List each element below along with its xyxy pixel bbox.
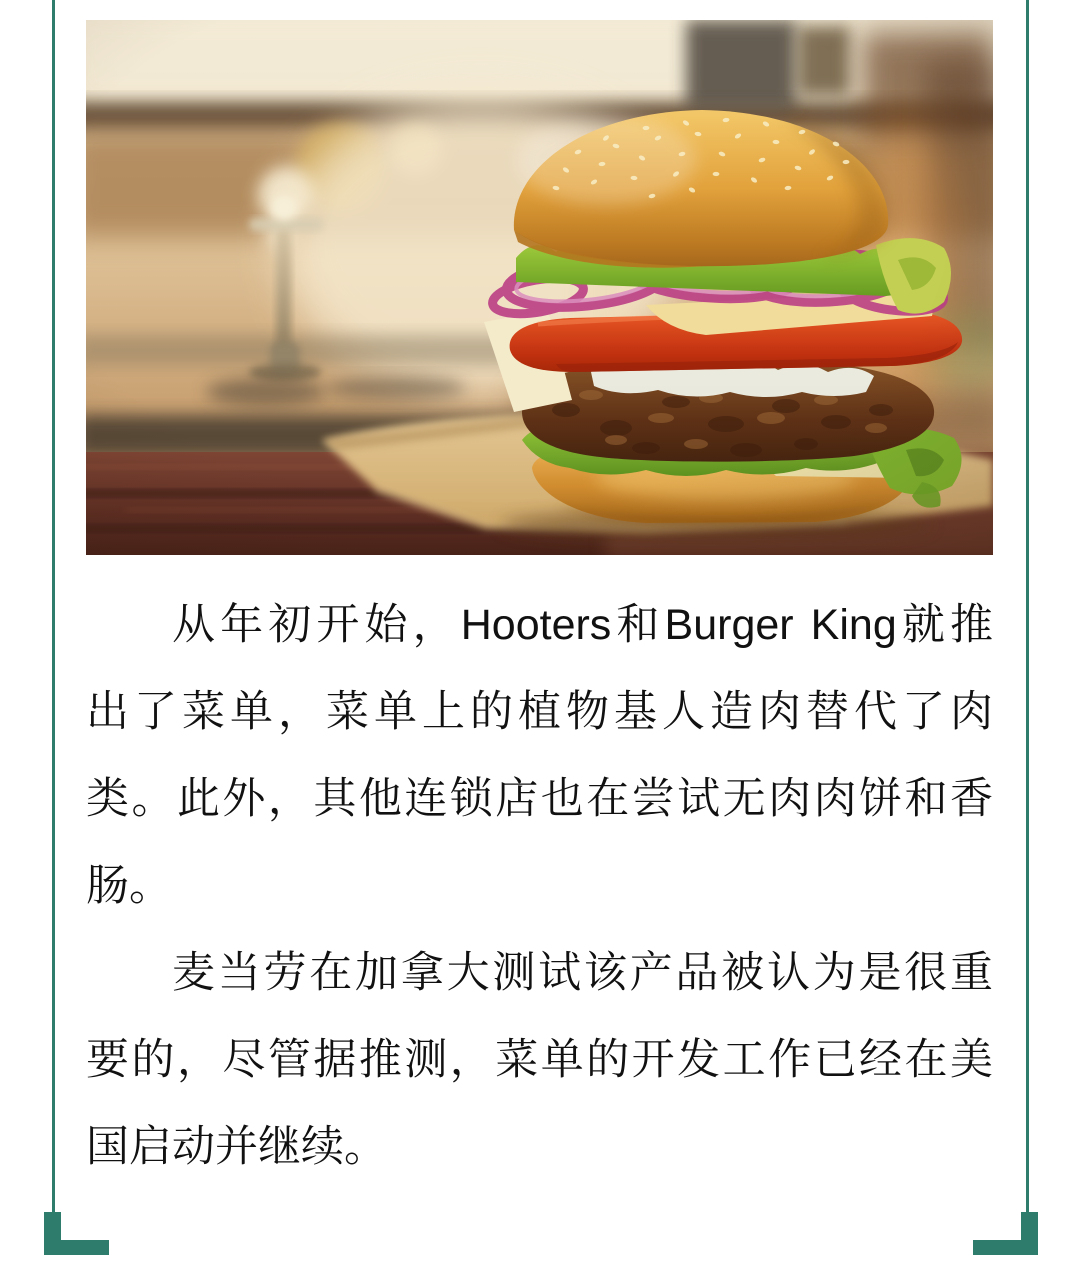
photo-vignette [86, 20, 993, 555]
article-image [86, 20, 993, 555]
article-line: 从年初开始，Hooters和Burger King就推 [172, 601, 993, 649]
frame-rule-right [1026, 0, 1029, 1213]
article-line: 要的，尽管据推测，菜单的开发工作已经在美 [86, 1036, 993, 1084]
article-line: 国启动并继续。 [86, 1123, 387, 1171]
frame-corner-bottom-right [973, 1212, 1038, 1255]
article-line: 麦当劳在加拿大测试该产品被认为是很重 [172, 949, 993, 997]
frame-corner-bottom-left [44, 1212, 109, 1255]
frame-rule-left [52, 0, 55, 1213]
article-body [86, 582, 993, 1191]
article-line: 肠。 [86, 862, 172, 910]
article-line: 出了菜单，菜单上的植物基人造肉替代了肉 [86, 688, 993, 736]
burger-photo-illustration [86, 20, 993, 555]
article-line: 类。此外，其他连锁店也在尝试无肉肉饼和香 [86, 775, 993, 823]
